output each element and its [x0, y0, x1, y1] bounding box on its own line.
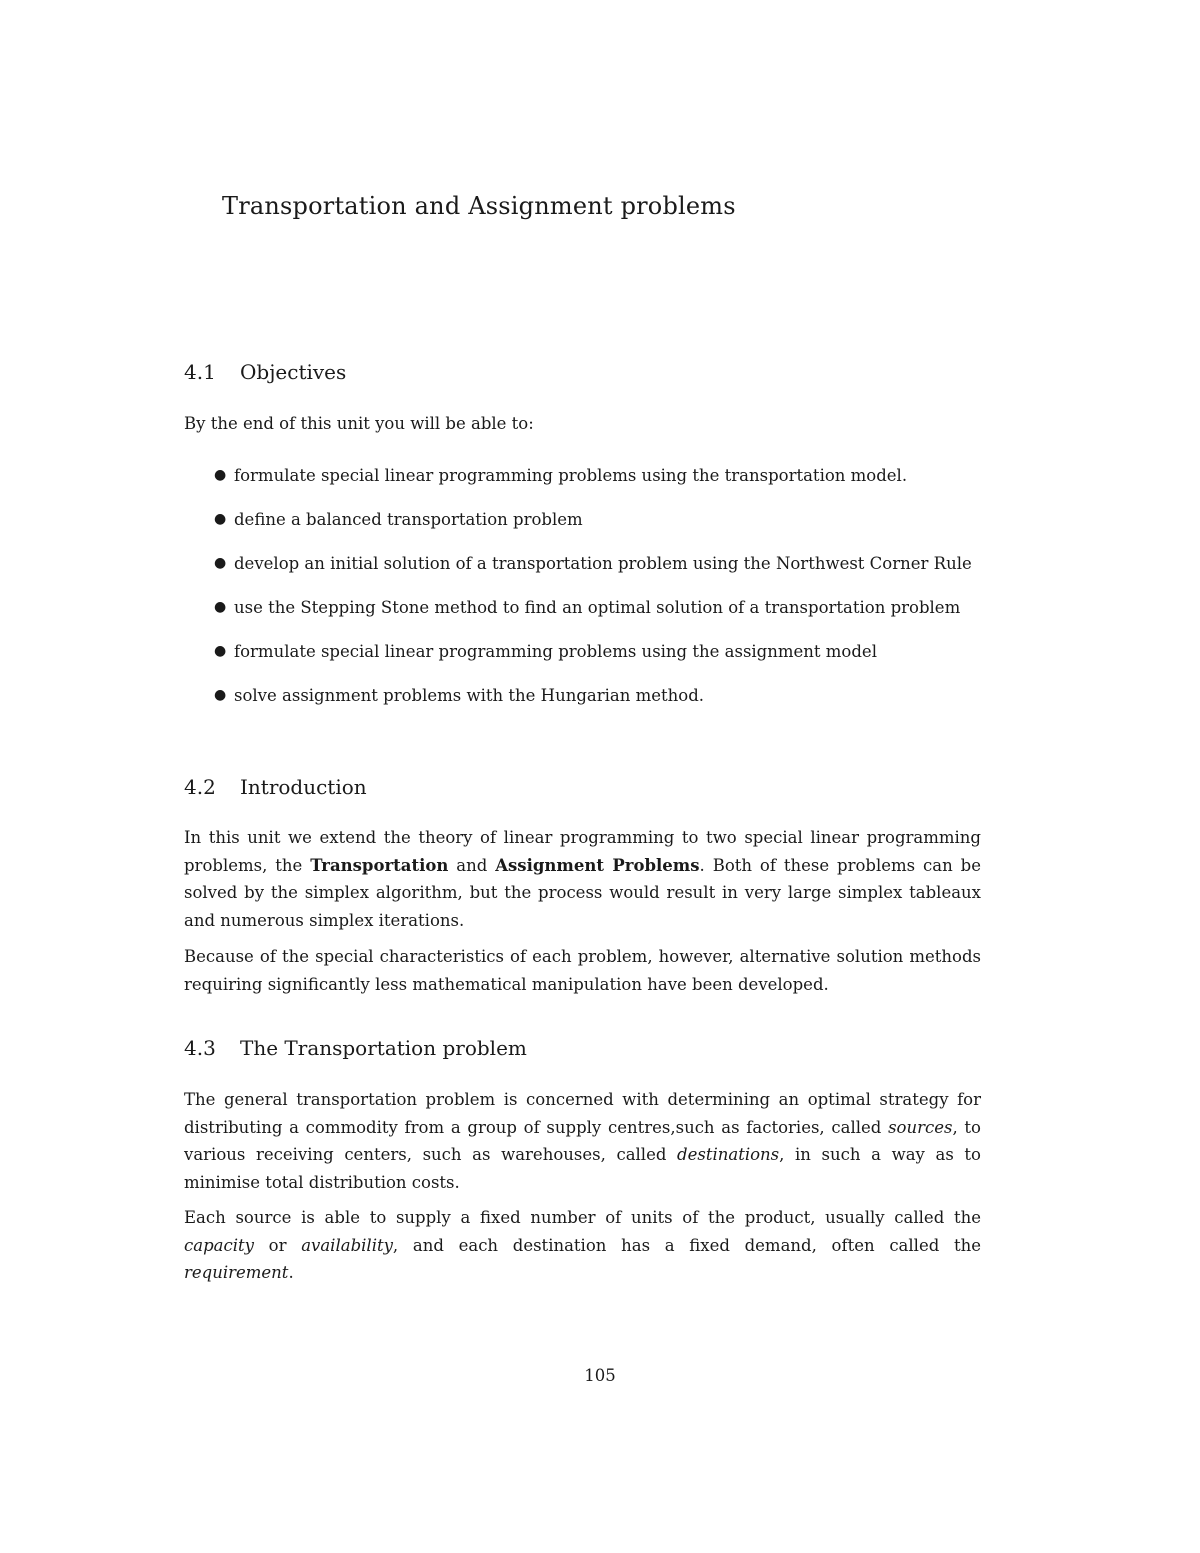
transportation-paragraph-2 — [184, 1204, 981, 1287]
term-transportation: Transportation — [310, 855, 449, 875]
text-run: , and each destination has a fixed demand, often called the — [392, 1235, 981, 1255]
term-capacity: capacity — [184, 1235, 254, 1255]
page-number: 105 — [584, 1366, 616, 1385]
text-run: Each source is able to supply a fixed number of units of the product, usually called the — [184, 1208, 981, 1227]
list-item — [184, 462, 981, 489]
term-sources: sources — [888, 1117, 953, 1137]
text-run: or — [253, 1235, 302, 1255]
section-title: Introduction — [240, 775, 367, 799]
introduction-paragraph-1 — [184, 824, 981, 934]
list-item — [184, 594, 981, 621]
section-heading-objectives — [184, 360, 346, 384]
text-run: In this unit we extend the theory of linear programming to two special linear programming problems, the — [184, 828, 981, 875]
section-number: 4.1 — [184, 360, 216, 384]
term-assignment-problems: Assignment Problems — [495, 855, 700, 875]
transportation-paragraph-1 — [184, 1086, 981, 1196]
objectives-intro: By the end of this unit you will be able to: — [184, 414, 534, 433]
bullet-icon: ● — [214, 511, 227, 527]
list-item-text: develop an initial solution of a transportation problem using the Northwest Corner Rule — [234, 554, 972, 573]
bullet-icon: ● — [214, 687, 227, 703]
section-heading-introduction — [184, 775, 367, 799]
text-run: , in such a way as to minimise total distribution costs. — [184, 1145, 981, 1192]
chapter-title: Transportation and Assignment problems — [222, 192, 736, 220]
list-item-text: solve assignment problems with the Hungarian method. — [234, 686, 705, 705]
section-title: The Transportation problem — [240, 1036, 527, 1060]
text-run: . — [288, 1263, 294, 1282]
bullet-icon: ● — [214, 643, 227, 659]
section-heading-transportation — [184, 1036, 527, 1060]
objectives-list — [184, 462, 981, 726]
bullet-icon: ● — [214, 599, 227, 615]
list-item — [184, 682, 981, 709]
section-title: Objectives — [240, 360, 347, 384]
text-run: The general transportation problem is concerned with determining an optimal strategy for distributing a commodity from a group of supply centres,such as factories, called — [184, 1090, 981, 1137]
bullet-icon: ● — [214, 467, 227, 483]
list-item — [184, 550, 981, 577]
section-number: 4.3 — [184, 1036, 216, 1060]
list-item-text: formulate special linear programming problems using the assignment model — [234, 642, 877, 661]
term-availability: availability — [301, 1235, 393, 1255]
list-item-text: use the Stepping Stone method to find an optimal solution of a transportation problem — [234, 598, 961, 617]
text-run: and — [448, 855, 496, 875]
introduction-paragraph-2: Because of the special characteristics of each problem, however, alternative solution methods requiring significantly less mathematical manipulation have been developed. — [184, 947, 981, 994]
section-number: 4.2 — [184, 775, 216, 799]
text-run: , to various receiving centers, such as warehouses, called — [184, 1117, 981, 1164]
list-item — [184, 506, 981, 533]
list-item — [184, 638, 981, 665]
text-run: . Both of these problems can be solved by the simplex algorithm, but the process would result in very large simplex tableaux and numerous simplex iterations. — [184, 855, 981, 930]
list-item-text: define a balanced transportation problem — [234, 510, 583, 529]
term-requirement: requirement — [184, 1263, 289, 1282]
list-item-text: formulate special linear programming problems using the transportation model. — [234, 466, 908, 485]
bullet-icon: ● — [214, 555, 227, 571]
term-destinations: destinations — [677, 1145, 780, 1164]
